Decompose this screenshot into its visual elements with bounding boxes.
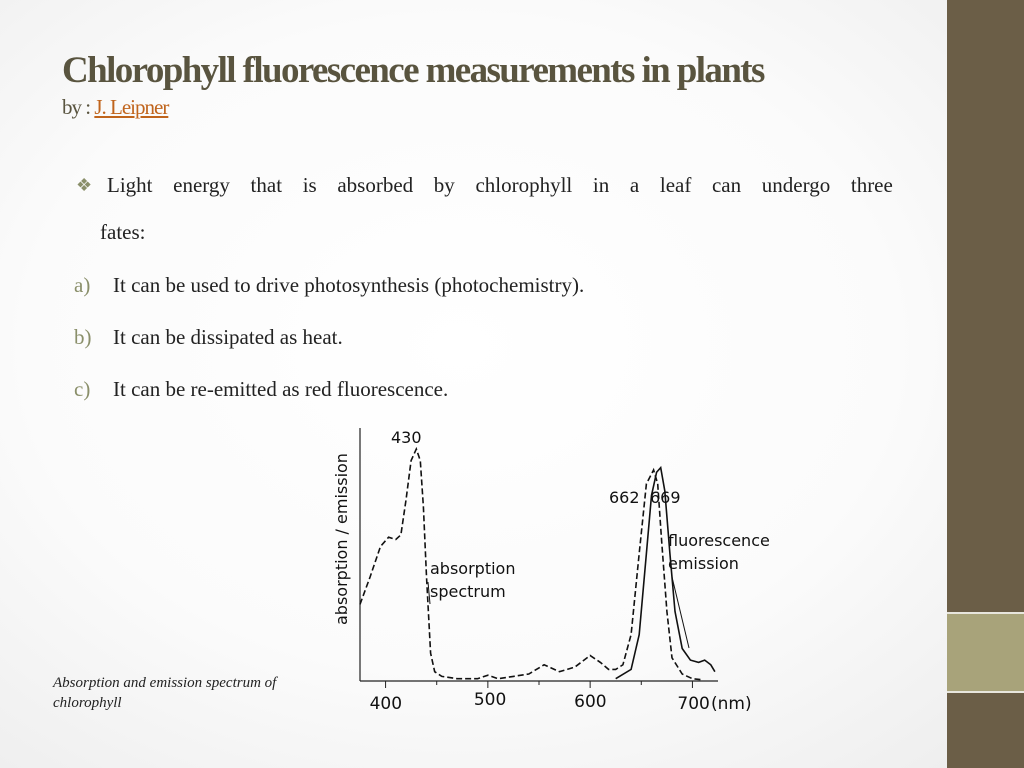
x-tick-label: 400 bbox=[369, 694, 403, 714]
absorption-series-label: spectrum bbox=[430, 582, 506, 601]
item-marker: a) bbox=[74, 273, 91, 297]
intro-word: is bbox=[302, 173, 317, 197]
absorption-series-line bbox=[360, 449, 703, 680]
intro-word: can bbox=[711, 173, 742, 197]
list-item: It can be used to drive photosynthesis (photochemistry). bbox=[113, 273, 585, 297]
intro-word: energy bbox=[173, 173, 230, 197]
item-marker: c) bbox=[74, 377, 91, 401]
slide-title: Chlorophyll fluorescence measurements in plants bbox=[62, 50, 764, 91]
y-axis-label: absorption / emission bbox=[332, 453, 351, 625]
x-tick-label: 700 bbox=[677, 694, 710, 714]
x-tick-label: 500 bbox=[473, 690, 507, 710]
intro-continuation: fates: bbox=[100, 220, 146, 244]
absorption-series-label: absorption bbox=[430, 559, 516, 578]
peak-label-662: 662 bbox=[609, 488, 640, 507]
intro-word: by bbox=[433, 173, 455, 197]
intro-word: chlorophyll bbox=[475, 173, 573, 197]
x-unit-label: (nm) bbox=[711, 694, 752, 714]
list-item: It can be dissipated as heat. bbox=[113, 325, 343, 349]
peak-label-669: 669 bbox=[650, 488, 681, 507]
intro-word: undergo bbox=[761, 173, 831, 197]
intro-word: absorbed bbox=[337, 173, 414, 197]
author-link[interactable]: J. Leipner bbox=[94, 95, 169, 119]
x-tick-label: 600 bbox=[574, 692, 607, 712]
peak-label-430: 430 bbox=[391, 428, 422, 447]
intro-word: Light bbox=[107, 173, 153, 197]
byline-prefix: by : bbox=[62, 95, 95, 119]
figure-caption: Absorption and emission spectrum of chlorophyll bbox=[53, 675, 277, 711]
item-marker: b) bbox=[74, 325, 92, 349]
fluorescence-series-label: fluorescence bbox=[668, 531, 770, 550]
intro-word: three bbox=[850, 173, 893, 197]
fluorescence-series-label: emission bbox=[668, 554, 739, 573]
intro-word: a bbox=[629, 173, 640, 197]
intro-word: that bbox=[250, 173, 283, 197]
diamond-bullet-icon: ❖ bbox=[76, 175, 93, 195]
intro-word: in bbox=[592, 173, 610, 197]
intro-word: leaf bbox=[659, 173, 692, 197]
list-item: It can be re-emitted as red fluorescence. bbox=[113, 377, 449, 401]
